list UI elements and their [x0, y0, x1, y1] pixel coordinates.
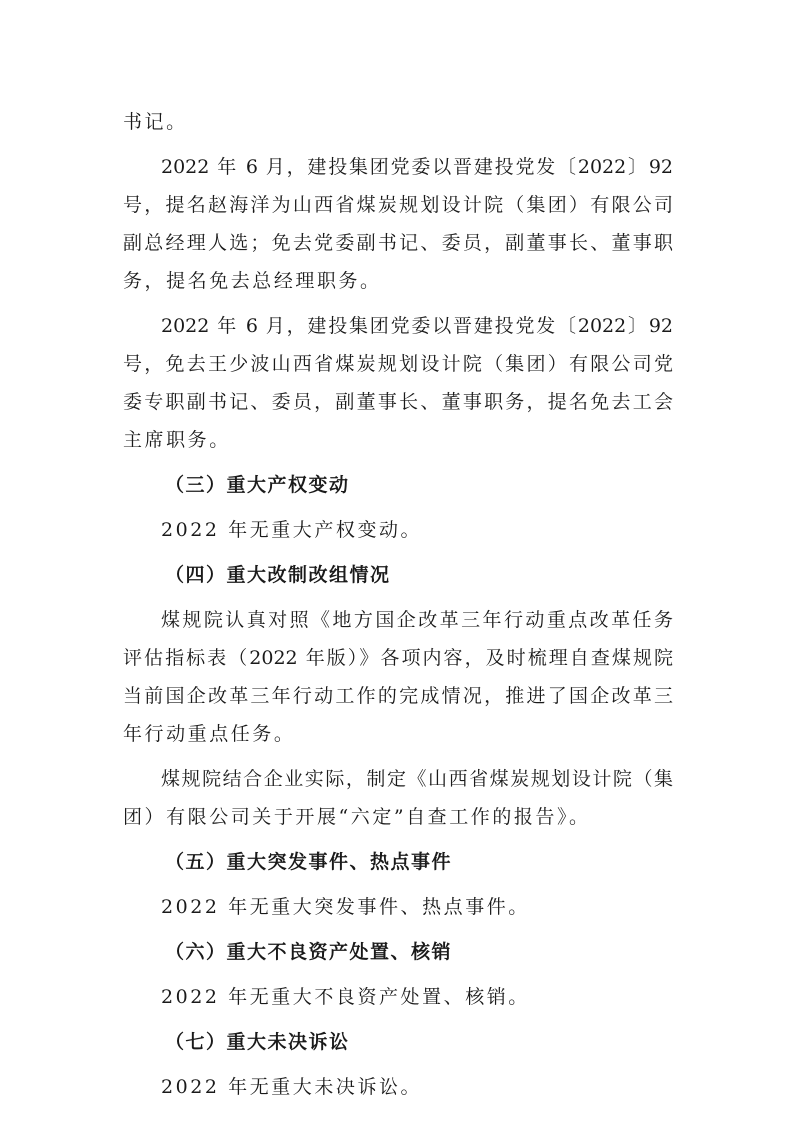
paragraph: [123, 307, 673, 459]
paragraph: [123, 601, 673, 753]
section-heading: （四）重大改制改组情况: [165, 564, 391, 586]
text-line: 煤规院结合企业实际，制定《山西省煤炭规划设计院（集: [161, 768, 673, 790]
text-line: 评估指标表（2022 年版）》各项内容，及时梳理自查煤规院: [123, 647, 673, 669]
paragraph: [123, 978, 673, 1016]
paragraph: [123, 1068, 673, 1106]
section-heading: （三）重大产权变动: [165, 474, 350, 496]
paragraph: [123, 511, 673, 549]
paragraph: [123, 148, 673, 300]
text-line: 2022 年无重大未决诉讼。: [161, 1076, 423, 1098]
text-line: 煤规院认真对照《地方国企改革三年行动重点改革任务: [161, 609, 673, 631]
section-heading: （六）重大不良资产处置、核销: [165, 941, 453, 963]
text-line: 2022 年无重大突发事件、热点事件。: [161, 896, 530, 918]
text-line: 号，免去王少波山西省煤炭规划设计院（集团）有限公司党: [123, 353, 673, 375]
document-page: [123, 103, 673, 1106]
text-line: 团）有限公司关于开展“六定”自查工作的报告》。: [123, 806, 591, 828]
text-line: 2022 年 6 月，建投集团党委以晋建投党发〔2022〕92: [161, 315, 673, 337]
section-heading: （五）重大突发事件、热点事件: [165, 851, 453, 873]
text-line: 2022 年无重大产权变动。: [161, 519, 423, 541]
text-line: 书记。: [123, 111, 188, 133]
text-line: 当前国企改革三年行动工作的完成情况，推进了国企改革三: [123, 685, 673, 707]
text-line: 务，提名免去总经理职务。: [123, 270, 382, 292]
text-line: 委专职副书记、委员，副董事长、董事职务，提名免去工会: [123, 391, 673, 413]
text-line: 年行动重点任务。: [123, 723, 296, 745]
paragraph: [123, 103, 673, 141]
text-line: 2022 年 6 月，建投集团党委以晋建投党发〔2022〕92: [161, 156, 673, 178]
text-line: 2022 年无重大不良资产处置、核销。: [161, 986, 530, 1008]
text-line: 主席职务。: [123, 429, 231, 451]
section-heading: （七）重大未决诉讼: [165, 1031, 350, 1053]
text-line: 副总经理人选；免去党委副书记、委员，副董事长、董事职: [123, 232, 673, 254]
paragraph: [123, 888, 673, 926]
text-line: 号，提名赵海洋为山西省煤炭规划设计院（集团）有限公司: [123, 194, 673, 216]
paragraph: [123, 760, 673, 836]
